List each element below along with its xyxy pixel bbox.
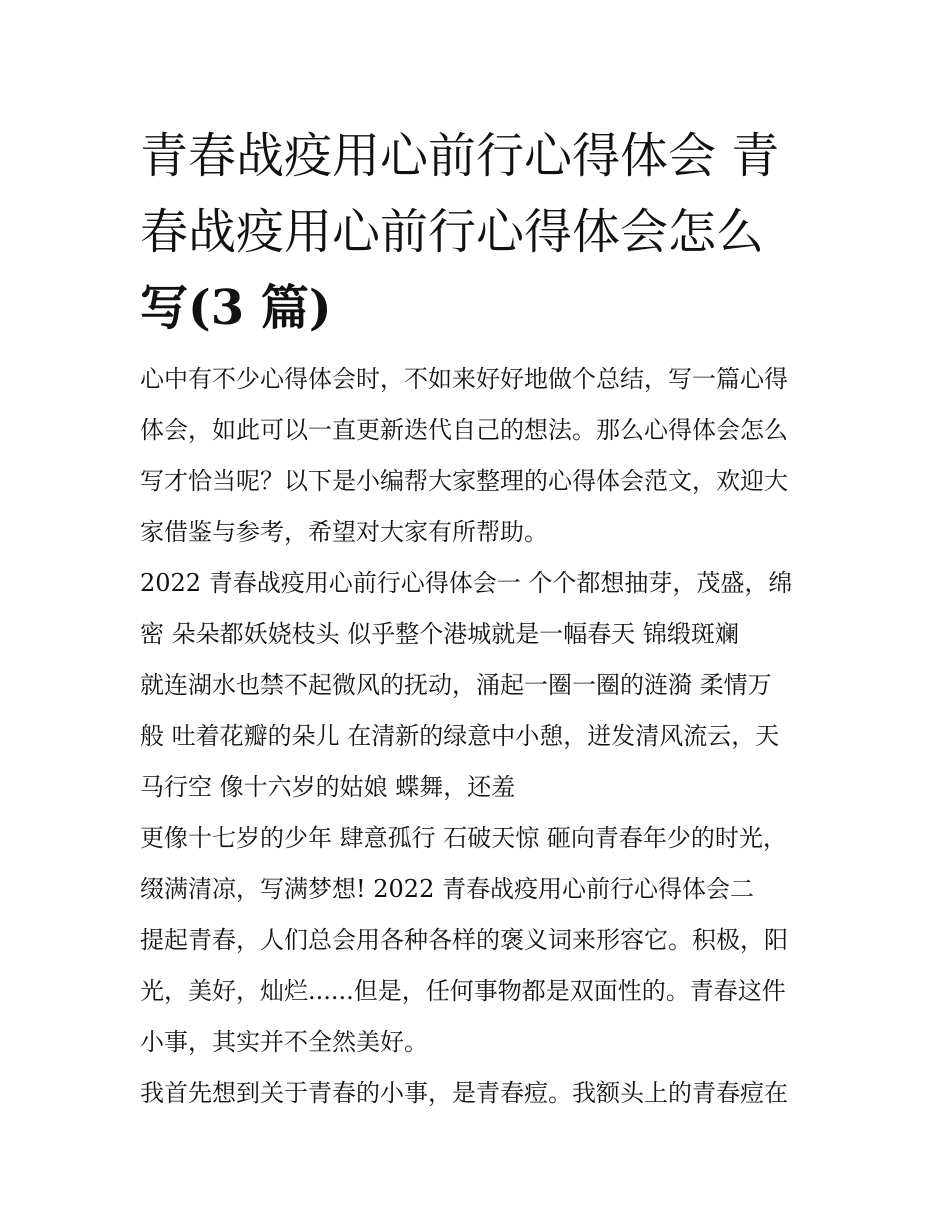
title-line: 写(3 篇) <box>140 280 332 336</box>
body-line: 就连湖水也禁不起微风的抚动，涌起一圈一圈的涟漪 柔情万 <box>140 671 772 699</box>
body-line: 缀满清凉，写满梦想! 2022 青春战疫用心前行心得体会二 <box>140 875 754 903</box>
body-line: 般 吐着花瓣的朵儿 在清新的绿意中小憩，迸发清风流云，天 <box>140 722 780 750</box>
document-body <box>140 354 830 1119</box>
document-title <box>140 118 830 346</box>
body-line: 我首先想到关于青春的小事，是青春痘。我额头上的青春痘在 <box>140 1079 788 1107</box>
body-line: 写才恰当呢？以下是小编帮大家整理的心得体会范文，欢迎大 <box>140 467 788 495</box>
body-line: 提起青春，人们总会用各种各样的褒义词来形容它。积极，阳 <box>140 926 788 954</box>
body-line: 马行空 像十六岁的姑娘 蝶舞，还羞 <box>140 773 516 801</box>
body-line: 密 朵朵都妖娆枝头 似乎整个港城就是一幅春天 锦缎斑斓 <box>140 620 739 648</box>
title-line: 青春战疫用心前行心得体会 青 <box>140 128 780 184</box>
body-line: 更像十七岁的少年 肆意孤行 石破天惊 砸向青春年少的时光， <box>140 824 787 852</box>
body-line: 光，美好，灿烂......但是，任何事物都是双面性的。青春这件 <box>140 977 786 1005</box>
body-line: 体会，如此可以一直更新迭代自己的想法。那么心得体会怎么 <box>140 416 788 444</box>
body-line: 家借鉴与参考，希望对大家有所帮助。 <box>140 518 548 546</box>
body-line: 小事，其实并不全然美好。 <box>140 1028 428 1056</box>
body-line: 心中有不少心得体会时，不如来好好地做个总结，写一篇心得 <box>140 365 788 393</box>
title-line: 春战疫用心前行心得体会怎么 <box>140 204 765 260</box>
body-line: 2022 青春战疫用心前行心得体会一 个个都想抽芽，茂盛，绵 <box>140 569 793 597</box>
